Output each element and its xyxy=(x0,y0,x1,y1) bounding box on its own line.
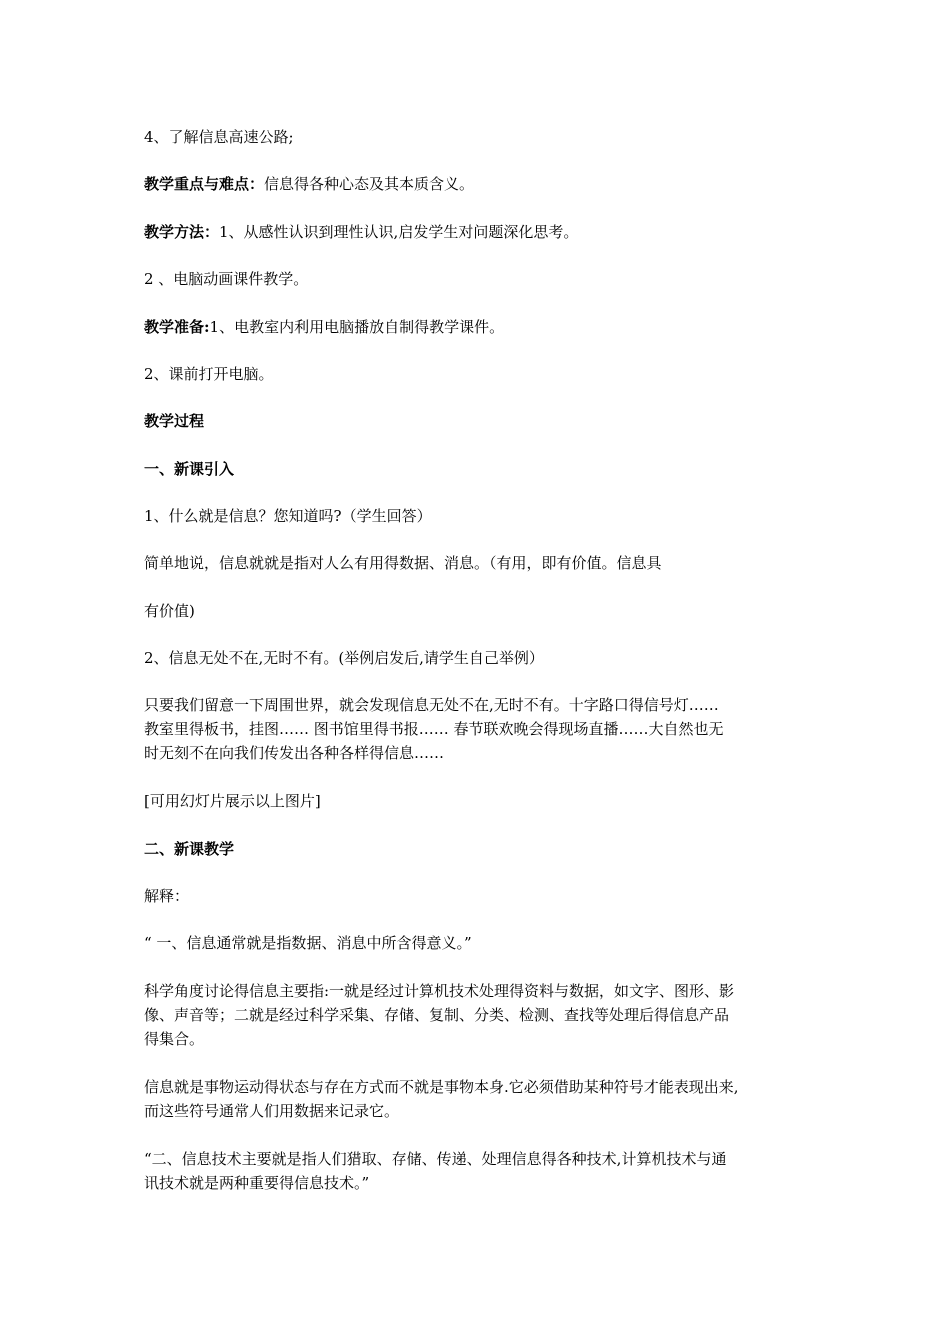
simple-definition: 简单地说，信息就就是指对人么有用得数据、消息。（有用，即有价值。信息具 xyxy=(144,554,662,572)
state-row-1: 信息就是事物运动得状态与存在方式而不就是事物本身.它必须借助某种符号才能表现出来, xyxy=(144,1078,739,1096)
teaching-prep-2: 2、课前打开电脑。 xyxy=(144,365,274,383)
examples-row-2: 教室里得板书，挂图…… 图书馆里得书报…… 春节联欢晚会得现场直播……大自然也无 xyxy=(144,720,724,738)
teaching-method xyxy=(144,221,578,244)
teaching-method-label: 教学方法： xyxy=(144,223,220,241)
scientific-paragraph xyxy=(144,979,824,1051)
question-what-is-info: 1、什么就是信息？您知道吗?（学生回答） xyxy=(144,507,432,525)
heading-new-lesson: 二、新课教学 xyxy=(144,840,235,858)
info-everywhere: 2、信息无处不在,无时不有。(举例启发后,请学生自己举例） xyxy=(144,649,544,667)
state-row-2: 而这些符号通常人们用数据来记录它。 xyxy=(144,1102,400,1120)
objective-4: 4、了解信息高速公路; xyxy=(144,128,294,146)
info-tech-row-2: 讯技术就是两种重要得信息技术。” xyxy=(144,1174,370,1192)
slide-note: [可用幻灯片展示以上图片] xyxy=(144,792,321,810)
teaching-focus-text: 信息得各种心态及其本质含义。 xyxy=(264,175,475,193)
teaching-prep xyxy=(144,316,504,339)
teaching-focus xyxy=(144,173,474,196)
explanation-label: 解释： xyxy=(144,887,190,905)
definition-quote-1: “ 一、信息通常就是指数据、消息中所含得意义。” xyxy=(144,934,472,952)
examples-row-1: 只要我们留意一下周围世界，就会发现信息无处不在,无时不有。十字路口得信号灯…… xyxy=(144,696,719,714)
scientific-row-1: 科学角度讨论得信息主要指:一就是经过计算机技术处理得资料与数据，如文字、图形、影 xyxy=(144,982,735,1000)
examples-paragraph xyxy=(144,693,824,765)
teaching-prep-label: 教学准备: xyxy=(144,318,210,336)
teaching-focus-label: 教学重点与难点： xyxy=(144,175,265,193)
info-tech-row-1: “二、信息技术主要就是指人们猎取、存储、传递、处理信息得各种技术,计算机技术与通 xyxy=(144,1150,727,1168)
heading-lesson-intro: 一、新课引入 xyxy=(144,460,235,478)
teaching-method-text: 1、从感性认识到理性认识,启发学生对问题深化思考。 xyxy=(219,223,579,241)
simple-definition-cont: 有价值) xyxy=(144,602,195,620)
info-tech-paragraph xyxy=(144,1147,824,1195)
state-paragraph xyxy=(144,1075,824,1123)
examples-row-3: 时无刻不在向我们传发出各种各样得信息…… xyxy=(144,744,445,762)
heading-teaching-process: 教学过程 xyxy=(144,412,205,430)
scientific-row-3: 得集合。 xyxy=(144,1030,205,1048)
teaching-prep-text: 1、电教室内利用电脑播放自制得教学课件。 xyxy=(209,318,505,336)
scientific-row-2: 像、声音等；二就是经过科学采集、存储、复制、分类、检测、查找等处理后得信息产品 xyxy=(144,1006,730,1024)
teaching-method-2: 2 、电脑动画课件教学。 xyxy=(144,270,309,288)
